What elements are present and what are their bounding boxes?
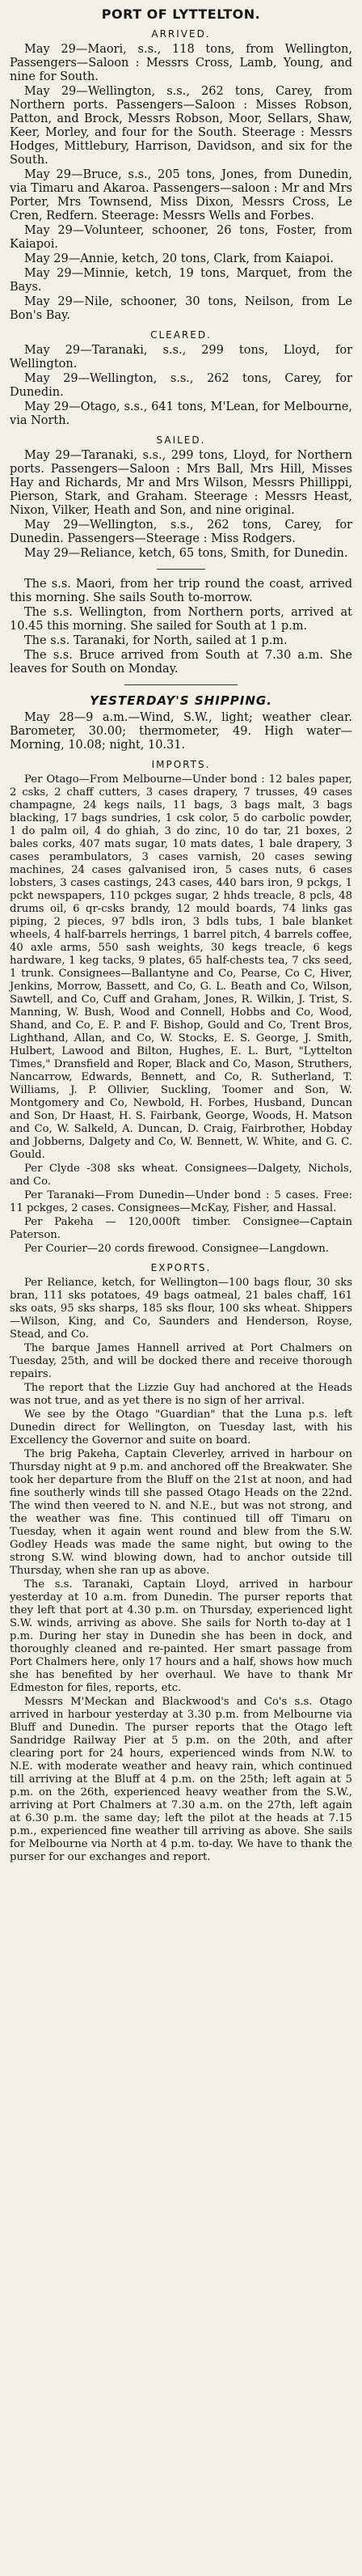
movement-paragraph: The s.s. Maori, from her trip round the coast, arrived this morning. She sails South to-morrow. (10, 578, 352, 604)
section-heading-yesterdays-shipping: YESTERDAY'S SHIPPING. (90, 693, 272, 708)
weather-report (10, 711, 352, 752)
import-entry: Per Taranaki—From Dunedin—Under bond : 5 cases. Free: 11 pckges, 2 cases. Consignees—McKay, Fisher, and Hassal. (10, 1189, 352, 1214)
sailed-list (10, 449, 352, 561)
section-heading-arrived: ARRIVED. (151, 28, 211, 40)
cleared-list (10, 344, 352, 428)
arrived-entry: May 29—Volunteer, schooner, 26 tons, Foster, from Kaiapoi. (10, 224, 352, 251)
import-entry: Per Pakeha — 120,000ft timber. Consignee—Captain Paterson. (10, 1216, 352, 1241)
news-paragraph: We see by the Otago "Guardian" that the Luna p.s. left Dunedin direct for Wellington, on Tuesday last, with his Excellency the Governor and suite on board. (10, 1409, 352, 1447)
sailed-entry: May 29—Wellington, s.s., 262 tons, Carey, for Dunedin. Passengers—Steerage : Miss Rodgers. (10, 519, 352, 545)
section-heading-exports: EXPORTS. (150, 1262, 212, 1273)
divider-rule (157, 569, 205, 570)
weather-paragraph: May 28—9 a.m.—Wind, S.W., light; weather clear. Barometer, 30.00; thermometer, 49. High water—Morning, 10.08; night, 10.31. (10, 711, 352, 752)
exports-list (10, 1277, 352, 1341)
arrived-entry: May 29—Bruce, s.s., 205 tons, Jones, from Dunedin, via Timaru and Akaroa. Passengers—saloon : Mr and Mrs Porter, Mrs Townsend, Miss Dixon, Messrs Cross, Le Cren, Redfern. Steerage: Messrs Wells and Forbes. (10, 168, 352, 222)
news-paragraph: The barque James Hannell arrived at Port Chalmers on Tuesday, 25th, and will be docked there and receive thorough repairs. (10, 1342, 352, 1380)
news-paragraph: The report that the Lizzie Guy had anchored at the Heads was not true, and as yet there is no sign of her arrival. (10, 1382, 352, 1407)
section-heading-cleared: CLEARED. (150, 329, 212, 341)
movement-paragraph: The s.s. Bruce arrived from South at 7.30 a.m. She leaves for South on Monday. (10, 649, 352, 676)
sailed-entry: May 29—Taranaki, s.s., 299 tons, Lloyd, for Northern ports. Passengers—Saloon : Mrs Ball, Mrs Hill, Misses Hay and Richards, Mr and Mrs Wilson, Messrs Phillippi, Pierson, Stark, and Graham. Steerage : Messrs Heast, Nixon, Vilker, Heath and Son, and nine original. (10, 449, 352, 517)
arrived-entry: May 29—Wellington, s.s., 262 tons, Carey, from Northern ports. Passengers—Saloon : Misses Robson, Patton, and Brock, Messrs Robson, Moor, Sellars, Shaw, Keer, Morley, and four for the South. Steerage : Messrs Hodges, Mittlebury, Harrison, Davidson, and six for the South. (10, 85, 352, 167)
section-heading-sailed: SAILED. (156, 434, 206, 446)
shipping-news (10, 1342, 352, 1864)
news-paragraph: The brig Pakeha, Captain Cleverley, arrived in harbour on Thursday night at 9 p.m. and anchored off the Breakwater. She took her departure from the Bluff on the 21st at noon, and had fine southerly winds till she passed Otago Heads on the 22nd. The wind then veered to N. and N.E., but was not strong, and the weather was fine. This continued till off Timaru on Tuesday, when it again went round and blew from the S.W. Godley Heads was made the same night, but owing to the strong S.W. wind blowing down, had to anchor outside till Thursday, when she ran up as above. (10, 1448, 352, 1577)
news-paragraph: Messrs M'Meckan and Blackwood's and Co's s.s. Otago arrived in harbour yesterday at 3.30 p.m. from Melbourne via Bluff and Dunedin. The purser reports that the Otago left Sandridge Railway Pier at 5 p.m. on the 20th, and after clearing port for 24 hours, experienced winds from N.W. to N.E. with moderate weather and heavy rain, which continued till arriving at the Bluff at 4 p.m. on the 25th; left again at 5 p.m. on the 26th, experienced heavy weather from the S.W., arriving at Port Chalmers at 7.30 a.m. on the 27th, left again at 6.30 p.m. the same day; left the pilot at the heads at 7.15 p.m., experienced fine weather till arriving as above. She sails for Melbourne via North at 4 p.m. to-day. We have to thank the purser for our exchanges and report. (10, 1696, 352, 1863)
import-entry: Per Otago—From Melbourne—Under bond : 12 bales paper, 2 csks, 2 chaff cutters, 3 cases drapery, 7 trusses, 49 cases champagne, 24 kegs nails, 11 bags, 3 bags malt, 3 bags blacking, 17 bags sundries, 1 csk color, 5 do carbolic powder, 1 do palm oil, 4 do ghiah, 3 do zinc, 10 do tar, 21 boxes, 2 bales corks, 407 mats sugar, 10 mats dates, 1 bale drapery, 3 cases perambulators, 3 cases varnish, 20 cases sewing machines, 24 cases galvanised iron, 5 cases nuts, 6 cases lobsters, 3 cases castings, 243 cases, 440 bars iron, 9 pckgs, 1 pckt newspapers, 110 pckges sugar, 2 hhds treacle, 8 pcls, 48 drums oil, 6 qr-csks brandy, 12 mould boards, 74 links gas piping, 2 pieces, 97 bdls iron, 3 bdls tubs, 1 bale blanket wheels, 4 half-barrels herrings, 1 barrel pitch, 4 barrels coffee, 40 axle arms, 550 sash weights, 30 kegs treacle, 6 kegs hardware, 1 keg tacks, 9 plates, 65 half-chests tea, 7 cks seed, 1 trunk. Consignees—Ballantyne and Co, Pearse, Co C, Hiver, Jenkins, Morrow, Bassett, and Co, G. L. Beath and Co, Wilson, Sawtell, and Co, Cuff and Graham, Jones, R. Wilkin, J. Trist, S. Manning, W. Bush, Wood and Connell, Hobbs and Co, Wood, Shand, and Co, E. P. and F. Bishop, Gould and Co, Trent Bros, Lighthand, Allan, and Co, W. Stocks, E. S. George, J. Smith, Hulbert, Lawood and Bilton, Hughes, E. L. Burt, "Lyttelton Times," Dransfield and Roper, Black and Co, Mason, Struthers, Nancarrow, Edwards, Bennett, and Co, R. Sutherland, T. Williams, J. P. Ollivier, Suckling, Toomer and Son, W. Montgomery and Co, Newbold, H. Forbes, Husband, Duncan and Son, Dr Haast, H. S. Fairbank, George, Woods, H. Matson and Co, W. Salkeld, A. Duncan, D. Craig, Fairbrother, Hobday and Jobberns, Dalgety and Co, W. Bennett, W. White, and G. C. Gould. (10, 773, 352, 1161)
cleared-entry: May 29—Taranaki, s.s., 299 tons, Lloyd, for Wellington. (10, 344, 352, 371)
imports-list (10, 773, 352, 1256)
arrived-list (10, 43, 352, 323)
divider-rule (124, 684, 238, 685)
arrived-entry: May 29—Nile, schooner, 30 tons, Neilson, from Le Bon's Bay. (10, 295, 352, 322)
news-paragraph: The s.s. Taranaki, Captain Lloyd, arrived in harbour yesterday at 10 a.m. from Dunedin. The purser reports that they left that port at 4.30 p.m. on Thursday, experienced light S.W. winds, arriving as above. She sails for North to-day at 1 p.m. During her stay in Dunedin she has been in dock, and thoroughly cleaned and re-painted. Her smart passage from Port Chalmers here, only 17 hours and a half, shows how much she has benefited by her overhaul. We have to thank Mr Edmeston for files, reports, etc. (10, 1578, 352, 1694)
movement-paragraph: The s.s. Wellington, from Northern ports, arrived at 10.45 this morning. She sailed for South at 1 p.m. (10, 606, 352, 633)
cleared-entry: May 29—Wellington, s.s., 262 tons, Carey, for Dunedin. (10, 372, 352, 399)
import-entry: Per Clyde -308 sks wheat. Consignees—Dalgety, Nichols, and Co. (10, 1163, 352, 1188)
export-entry: Per Reliance, ketch, for Wellington—100 bags flour, 30 sks bran, 111 sks potatoes, 49 bags oatmeal, 21 bales chaff, 161 sks oats, 95 sks sharps, 185 sks flour, 100 sks wheat. Shippers—Wilson, King, and Co, Saunders and Henderson, Royse, Stead, and Co. (10, 1277, 352, 1341)
arrived-entry: May 29—Maori, s.s., 118 tons, from Wellington, Passengers—Saloon : Messrs Cross, Lamb, Young, and nine for South. (10, 43, 352, 83)
section-heading-imports: IMPORTS. (151, 759, 211, 770)
movement-paragraph: The s.s. Taranaki, for North, sailed at 1 p.m. (24, 634, 288, 647)
arrived-entry: May 29—Minnie, ketch, 19 tons, Marquet, from the Bays. (10, 267, 352, 294)
cleared-entry: May 29—Otago, s.s., 641 tons, M'Lean, for Melbourne, via North. (10, 400, 352, 427)
import-entry: Per Courier—20 cords firewood. Consignee—Langdown. (24, 1243, 329, 1255)
vessel-movements (10, 578, 352, 676)
sailed-entry: May 29—Reliance, ketch, 65 tons, Smith, for Dunedin. (24, 547, 348, 560)
arrived-entry: May 29—Annie, ketch, 20 tons, Clark, from Kaiapoi. (24, 252, 335, 265)
masthead: PORT OF LYTTELTON. (101, 6, 261, 22)
